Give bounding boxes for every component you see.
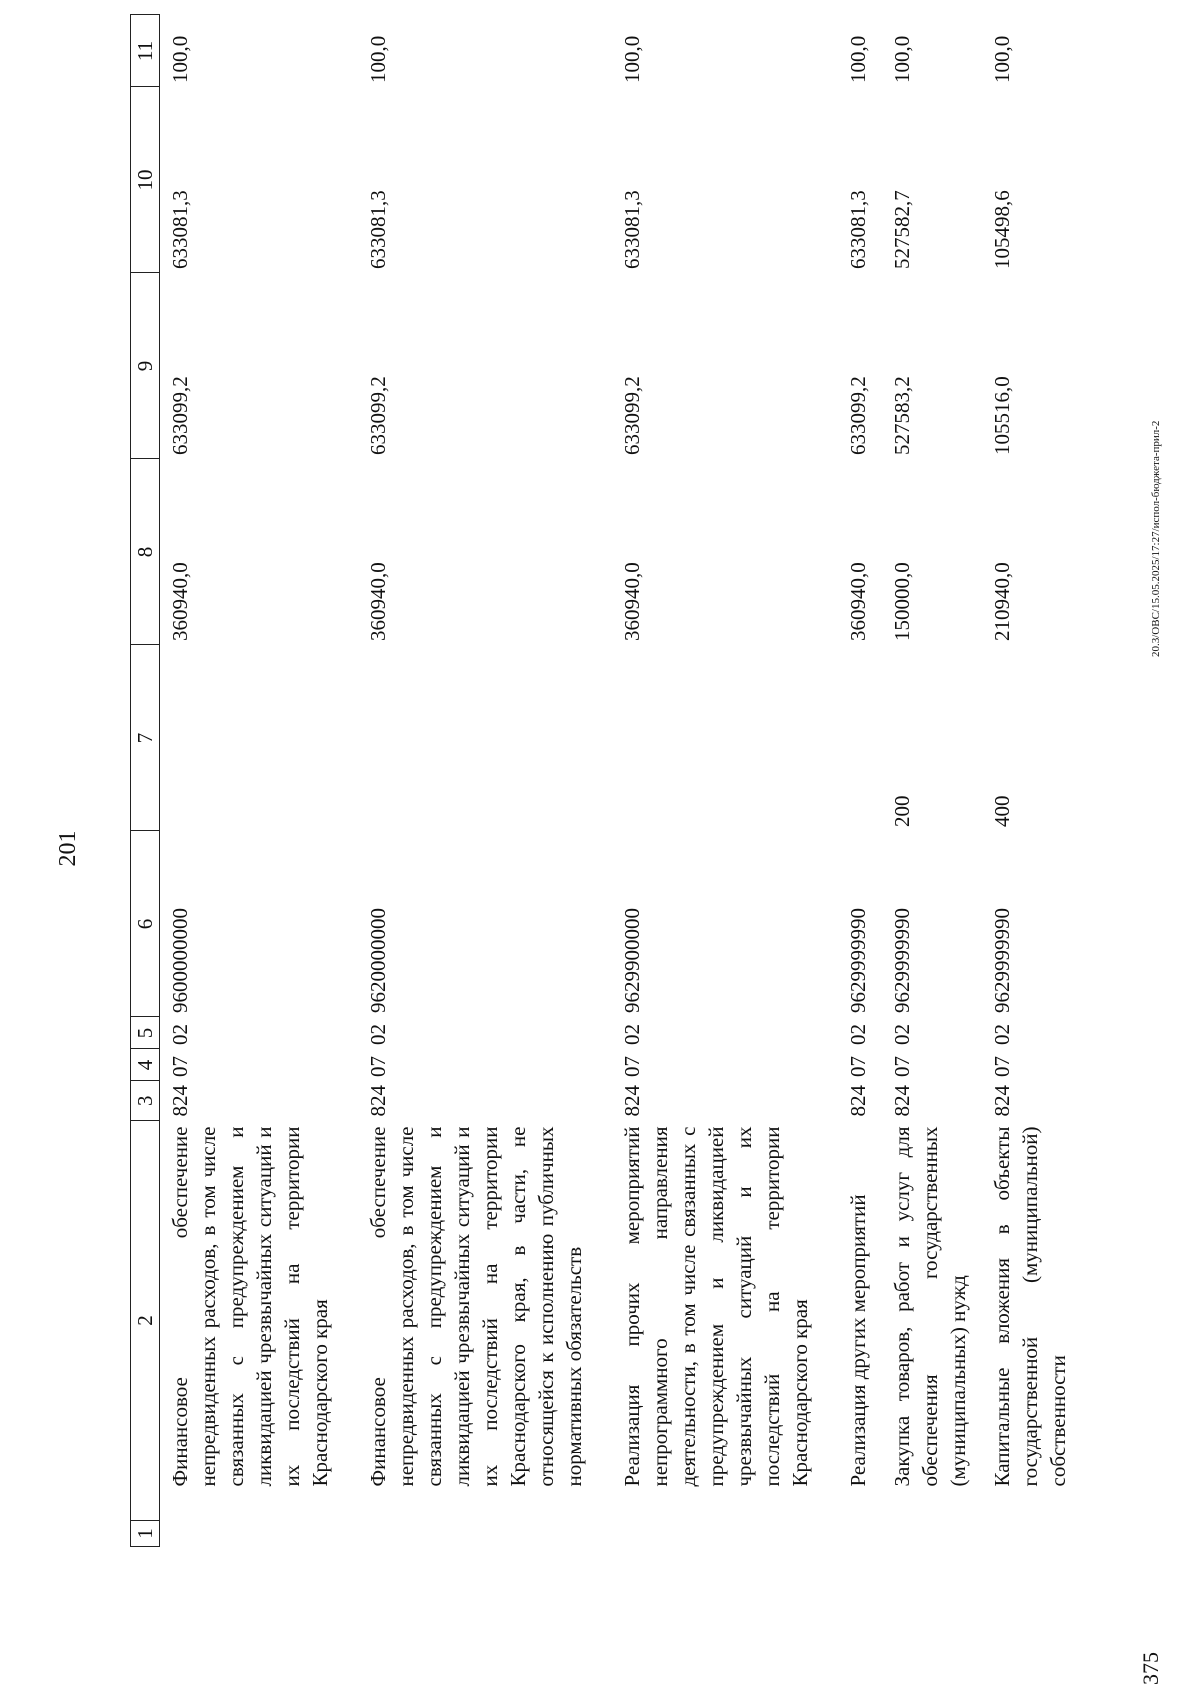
cell-c10: 633081,3: [620, 190, 644, 269]
cell-c6: 9629999990: [990, 908, 1014, 1013]
row-name: Закупка товаров, работ и услуг для обеспечения государственных (муниципальных) нужд: [890, 1126, 970, 1487]
budget-table: [130, 15, 1082, 1548]
footer-document-code: 20.3/OBC/15.05.2025/17:27/испол-бюджета-прил-2: [1150, 420, 1162, 657]
row-name: Реализация других мероприятий: [846, 1194, 870, 1487]
cell-c6: 9629999990: [890, 908, 914, 1013]
cell-c11: 100,0: [168, 35, 192, 83]
page-number-bottom: 375: [1138, 1652, 1163, 1685]
cell-c11: 100,0: [890, 35, 914, 83]
cell-c9: 633099,2: [620, 376, 644, 455]
table-row: [982, 15, 1082, 1547]
cell-c10: 527582,7: [890, 190, 914, 269]
cell-c10: 633081,3: [366, 190, 390, 269]
cell-c9: 527583,2: [890, 376, 914, 455]
col-header-11: 11: [131, 15, 160, 87]
col-header-5: 5: [131, 1017, 160, 1049]
cell-c4: 07: [168, 1056, 192, 1077]
cell-c6: 9629900000: [620, 908, 644, 1013]
table-header-row: [131, 15, 160, 1547]
cell-c4: 07: [890, 1056, 914, 1077]
cell-c5: 02: [846, 1024, 870, 1045]
cell-c3: 824: [890, 1085, 914, 1117]
cell-c5: 02: [990, 1024, 1014, 1045]
cell-c9: 633099,2: [366, 376, 390, 455]
cell-c6: 9629999990: [846, 908, 870, 1013]
col-header-2: 2: [131, 1121, 160, 1521]
cell-c7: 200: [890, 795, 914, 827]
cell-c8: 150000,0: [890, 562, 914, 641]
col-header-4: 4: [131, 1049, 160, 1081]
row-name: Финансовое обеспечение непредвиденных расходов, в том числе связанных с предупреждением и ликвидацией чрезвычайных ситуаций и их последствий на территории Краснодарского края: [168, 1126, 332, 1487]
row-name: Реализация прочих мероприятий непрограммного направления деятельности, в том числе связанных с предупреждением и ликвидацией чрезвычайных ситуаций и их последствий на территории Краснодарского края: [620, 1126, 812, 1487]
col-header-10: 10: [131, 87, 160, 273]
cell-c9: 105516,0: [990, 376, 1014, 455]
cell-c5: 02: [366, 1024, 390, 1045]
cell-c3: 824: [620, 1085, 644, 1117]
col-header-9: 9: [131, 273, 160, 459]
cell-c7: 400: [990, 795, 1014, 827]
col-header-6: 6: [131, 831, 160, 1017]
cell-c3: 824: [366, 1085, 390, 1117]
cell-c4: 07: [620, 1056, 644, 1077]
cell-c11: 100,0: [846, 35, 870, 83]
col-header-7: 7: [131, 645, 160, 831]
table-row: [358, 15, 612, 1547]
cell-c8: 360940,0: [168, 562, 192, 641]
cell-c8: 360940,0: [366, 562, 390, 641]
cell-c4: 07: [846, 1056, 870, 1077]
row-name: Капитальные вложения в объекты государственной (муниципальной) собственности: [990, 1126, 1070, 1487]
cell-c5: 02: [890, 1024, 914, 1045]
cell-c11: 100,0: [366, 35, 390, 83]
cell-c3: 824: [846, 1085, 870, 1117]
table-row: [160, 15, 359, 1547]
cell-c7: [358, 645, 612, 831]
cell-c8: 360940,0: [846, 562, 870, 641]
cell-c6: 9620000000: [366, 908, 390, 1013]
cell-c5: 02: [168, 1024, 192, 1045]
cell-c9: 633099,2: [846, 376, 870, 455]
cell-c7: [838, 645, 882, 831]
cell-c11: 100,0: [990, 35, 1014, 83]
cell-c8: 360940,0: [620, 562, 644, 641]
cell-c7: [160, 645, 359, 831]
col-header-1: 1: [131, 1521, 160, 1547]
cell-c4: 07: [990, 1056, 1014, 1077]
cell-c6: 9600000000: [168, 908, 192, 1013]
cell-c3: 824: [168, 1085, 192, 1117]
cell-c5: 02: [620, 1024, 644, 1045]
table-row: [838, 15, 882, 1547]
cell-c10: 105498,6: [990, 190, 1014, 269]
row-name: Финансовое обеспечение непредвиденных расходов, в том числе связанных с предупреждением и ликвидацией чрезвычайных ситуаций и их последствий на территории Краснодарского края, в части, не относящейся к исполнению публичных нормативных обязательств: [366, 1126, 586, 1487]
cell-c11: 100,0: [620, 35, 644, 83]
table-row: [612, 15, 838, 1547]
cell-c10: 633081,3: [846, 190, 870, 269]
cell-c7: [612, 645, 838, 831]
col-header-8: 8: [131, 459, 160, 645]
cell-c9: 633099,2: [168, 376, 192, 455]
col-header-3: 3: [131, 1081, 160, 1121]
page-number-top: 201: [55, 830, 81, 867]
cell-c4: 07: [366, 1056, 390, 1077]
cell-c10: 633081,3: [168, 190, 192, 269]
cell-c3: 824: [990, 1085, 1014, 1117]
cell-c8: 210940,0: [990, 562, 1014, 641]
table-row: [882, 15, 982, 1547]
